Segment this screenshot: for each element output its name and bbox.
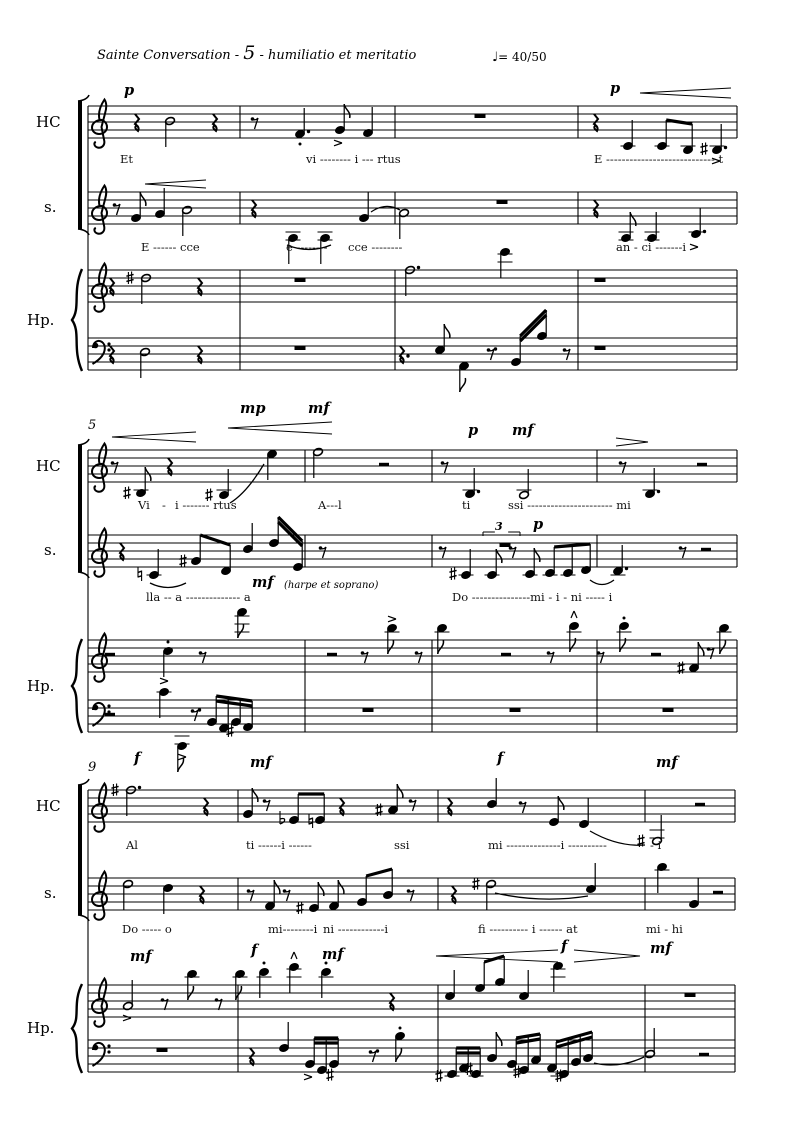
title-number: 5 (243, 42, 256, 64)
lyric-s-11: mi - hi (646, 922, 683, 936)
measure-number-5: 5 (88, 418, 97, 433)
lyric-hc-4: Vi (138, 498, 150, 512)
dyn-p-3: p (468, 422, 479, 439)
measure-number-9: 9 (88, 760, 97, 775)
dyn-mf-3: mf (252, 574, 274, 591)
dyn-mf-5: mf (656, 754, 678, 771)
piece-title (97, 42, 416, 64)
staff-label-hp-1: Hp. (27, 311, 55, 329)
dyn-mf-4: mf (250, 754, 272, 771)
dyn-mp-1: mp (240, 400, 266, 417)
lyric-hc-11: ti ------i ------ (246, 838, 312, 852)
lyric-s-9: ni ------------i (323, 922, 389, 936)
lyric-hc-13: mi --------------i ---------- (488, 838, 607, 852)
tempo-value: = 40/50 (498, 50, 547, 64)
dyn-p-1: p (124, 82, 135, 99)
lyric-s-1: E ------ cce (141, 240, 200, 254)
staff-label-s-1: s. (44, 198, 57, 216)
staff-label-hp-2: Hp. (27, 677, 55, 695)
lyric-hc-2: vi -------- i --- rtus (306, 152, 401, 166)
quarter-note-icon: ♩ (492, 50, 499, 65)
title-prefix: Sainte Conversation - (97, 48, 244, 63)
lyric-s-4: an - ci -------i (616, 240, 687, 254)
dyn-f-3: f (251, 942, 258, 959)
lyric-hc-12: ssi (394, 838, 410, 852)
lyric-hc-14: - i (650, 838, 662, 852)
tempo-marking (492, 46, 547, 65)
lyric-s-2: e -------- (286, 240, 328, 254)
dyn-mf-6: mf (130, 948, 152, 965)
staff-label-hc-3: HC (36, 797, 61, 815)
title-suffix: - humiliatio et meritatio (255, 48, 417, 63)
dyn-p-4: p (533, 516, 544, 533)
dyn-mf-2: mf (512, 422, 534, 439)
lyric-s-10: fi ---------- i ------ at (478, 922, 578, 936)
dyn-mf-8: mf (650, 940, 672, 957)
dyn-f-1: f (134, 750, 141, 767)
lyric-s-5: lla -- a -------------- a (146, 590, 251, 604)
staff-label-s-3: s. (44, 884, 57, 902)
dyn-f-2: f (497, 750, 504, 767)
staff-label-s-2: s. (44, 541, 57, 559)
lyric-s-6: Do ---------------mi - i - ni ----- i (452, 590, 613, 604)
lyric-hc-9: ssi ---------------------- mi (508, 498, 631, 512)
lyric-hc-6: i ------- rtus (175, 498, 237, 512)
staff-label-hc-2: HC (36, 457, 61, 475)
dyn-mf-1: mf (308, 400, 330, 417)
lyric-hc-10: Al (126, 838, 138, 852)
dyn-mf-7: mf (322, 946, 344, 963)
lyric-s-3: cce -------- (348, 240, 403, 254)
lyric-hc-7: A---l (318, 498, 342, 512)
dyn-p-2: p (610, 80, 621, 97)
lyric-hc-3: E ---------------------------- t (594, 152, 724, 166)
lyric-hc-5: - (162, 498, 166, 512)
dyn-f-4: f (561, 938, 568, 955)
lyric-hc-8: ti (462, 498, 471, 512)
staff-label-hp-3: Hp. (27, 1019, 55, 1037)
lyric-s-8: mi--------i (268, 922, 318, 936)
staff-label-hc-1: HC (36, 113, 61, 131)
lyric-hc-1: Et (120, 152, 134, 166)
dyn-harpe-note: (harpe et soprano) (284, 580, 379, 591)
tuplet-3: 3 (495, 520, 503, 533)
lyric-s-7: Do ----- o (122, 922, 172, 936)
